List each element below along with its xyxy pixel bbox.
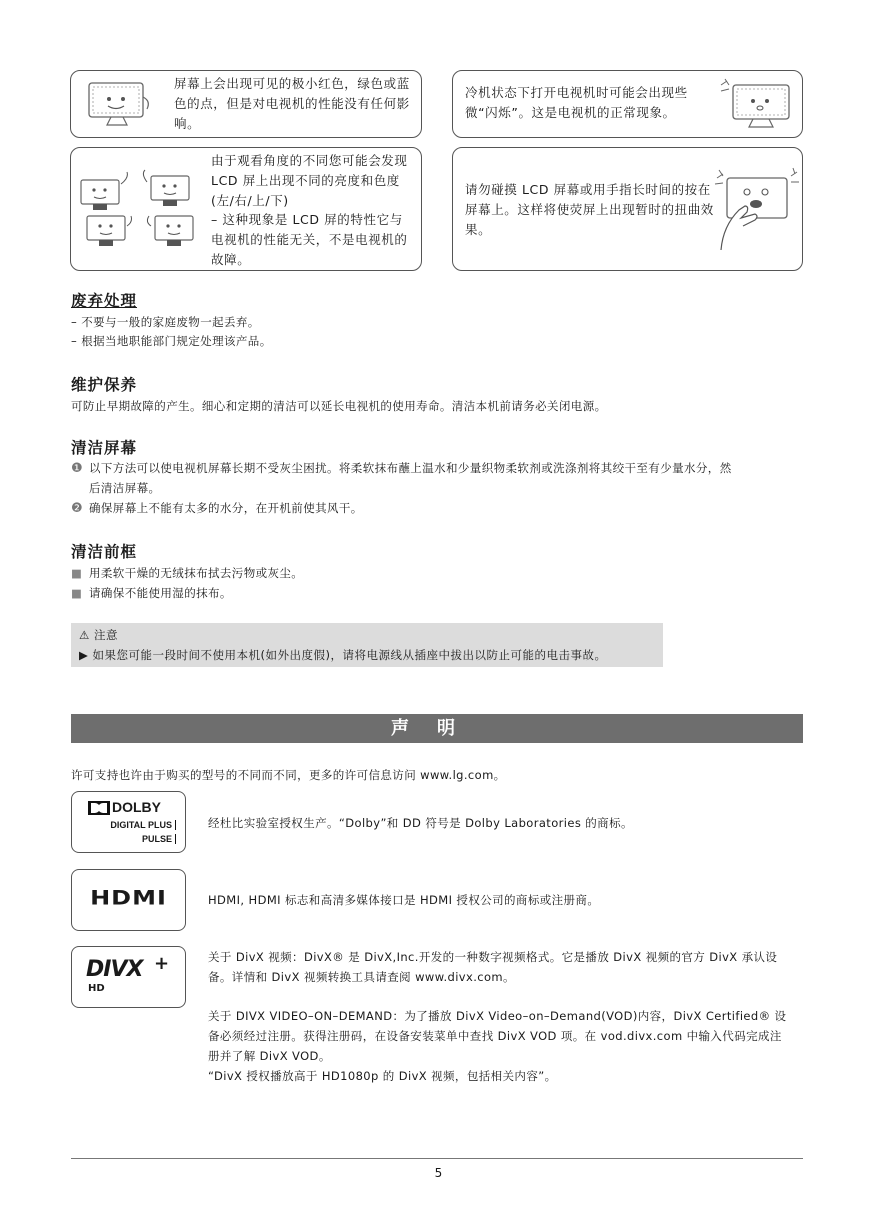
note-box-dots (70, 70, 422, 138)
note-box-viewing-angle (70, 147, 422, 271)
note-angle-subtext: – 这种现象是 LCD 屏的特性它与电视机的性能无关，不是电视机的故障。 (211, 212, 408, 267)
divx-logo-box (71, 946, 186, 1008)
divx-p1-line1: 关于 DivX 视频：DivX® 是 DivX,Inc.开发的一种数字视频格式。它是播放 DivX 视频的官方 DivX 承认设 (208, 950, 778, 964)
clean-frame-title: 清洁前框 (71, 543, 138, 561)
clean-screen-step1-line1: 以下方法可以使电视机屏幕长期不受灰尘困扰。将柔软抹布蘸上温水和少量织物柔软剂或洗涤剂将其绞干至有少量水分，然 (89, 461, 732, 475)
tv-flicker-illustration (715, 77, 795, 133)
divx-logo-main: DIVX (86, 957, 143, 982)
note-flicker-text: 冷机状态下打开电视机时可能会出现些微“闪烁”。这是电视机的正常现象。 (465, 85, 688, 120)
clean-frame-item-2: 请确保不能使用湿的抹布。 (89, 586, 232, 600)
disposal-item-1: – 不要与一般的家庭废物一起丢弃。 (71, 315, 260, 329)
page-number: 5 (434, 1166, 443, 1180)
divx-p2-line3: 册并了解 DivX VOD。 (208, 1049, 331, 1063)
maintenance-title: 维护保养 (71, 376, 138, 394)
divx-p2-line1: 关于 DIVX VIDEO–ON–DEMAND：为了播放 DivX Video–on–Demand(VOD)内容，DivX Certified® 设 (208, 1009, 787, 1023)
tv-smile-illustration (83, 79, 155, 131)
dolby-dd-icon (88, 801, 110, 815)
divx-logo-sub: HD (88, 983, 105, 994)
divx-p1-line2: 备。详情和 DivX 视频转换工具请查阅 www.divx.com。 (208, 970, 515, 984)
footer-divider (71, 1158, 803, 1159)
divx-logo-plus: + (154, 953, 170, 974)
disposal-item-2: – 根据当地职能部门规定处理该产品。 (71, 334, 272, 348)
note-box-flicker (452, 70, 803, 138)
clean-screen-title: 清洁屏幕 (71, 439, 138, 457)
divx-logo (86, 955, 176, 1001)
divx-p2-line2: 备必须经过注册。获得注册码，在设备安装菜单中查找 DivX VOD 项。在 vod.divx.com 中输入代码完成注 (208, 1029, 782, 1043)
disposal-title: 废弃处理 (71, 292, 138, 310)
dolby-logo-main: DOLBY (112, 799, 161, 815)
maintenance-text: 可防止早期故障的产生。细心和定期的清洁可以延长电视机的使用寿命。清洁本机前请务必关闭电源。 (71, 399, 607, 413)
clean-frame-bullet-1: ■ (71, 566, 83, 580)
note-box-touch (452, 147, 803, 271)
clean-screen-step1-marker: ❶ (71, 461, 84, 476)
dolby-logo-sub2: PULSE (142, 834, 176, 844)
clean-frame-bullet-2: ■ (71, 586, 83, 600)
note-angle-text: 由于观看角度的不同您可能会发现 LCD 屏上出现不同的亮度和色度 (左/右/上/下) (211, 153, 408, 208)
caution-text: ▶ 如果您可能一段时间不使用本机(如外出度假)，请将电源线从插座中拔出以防止可能的电击事故。 (79, 648, 607, 662)
note-dots-text: 屏幕上会出现可见的极小红色，绿色或蓝色的点，但是对电视机的性能没有任何影响。 (174, 76, 410, 131)
tv-angles-illustration (75, 168, 205, 250)
hdmi-text: HDMI, HDMI 标志和高清多媒体接口是 HDMI 授权公司的商标或注册商。 (208, 893, 600, 907)
statement-banner: 声明 (71, 714, 803, 743)
dolby-text: 经杜比实验室授权生产。“Dolby”和 DD 符号是 Dolby Laboratories 的商标。 (208, 816, 633, 830)
statement-intro: 许可支持也许由于购买的型号的不同而不同，更多的许可信息访问 www.lg.com。 (71, 768, 506, 782)
note-touch-text: 请勿碰摸 LCD 屏幕或用手指长时间的按在屏幕上。这样将使荧屏上出现暂时的扭曲效果。 (465, 182, 714, 237)
dolby-logo-box (71, 791, 186, 853)
divx-p3: “DivX 授权播放高于 HD1080p 的 DivX 视频，包括相关内容”。 (208, 1069, 557, 1083)
hdmi-logo-box (71, 869, 186, 931)
clean-screen-step1-line2: 后清洁屏幕。 (89, 481, 161, 495)
dolby-logo (84, 798, 176, 848)
clean-frame-item-1: 用柔软干燥的无绒抹布拭去污物或灰尘。 (89, 566, 304, 580)
tv-touch-illustration (711, 166, 799, 250)
hdmi-logo: HDMI (90, 886, 167, 910)
dolby-logo-sub1: DIGITAL PLUS (110, 820, 176, 830)
clean-screen-step2: 确保屏幕上不能有太多的水分，在开机前使其风干。 (89, 501, 363, 515)
caution-title: ⚠ 注意 (79, 628, 118, 642)
caution-box (71, 623, 663, 667)
clean-screen-step2-marker: ❷ (71, 501, 84, 516)
